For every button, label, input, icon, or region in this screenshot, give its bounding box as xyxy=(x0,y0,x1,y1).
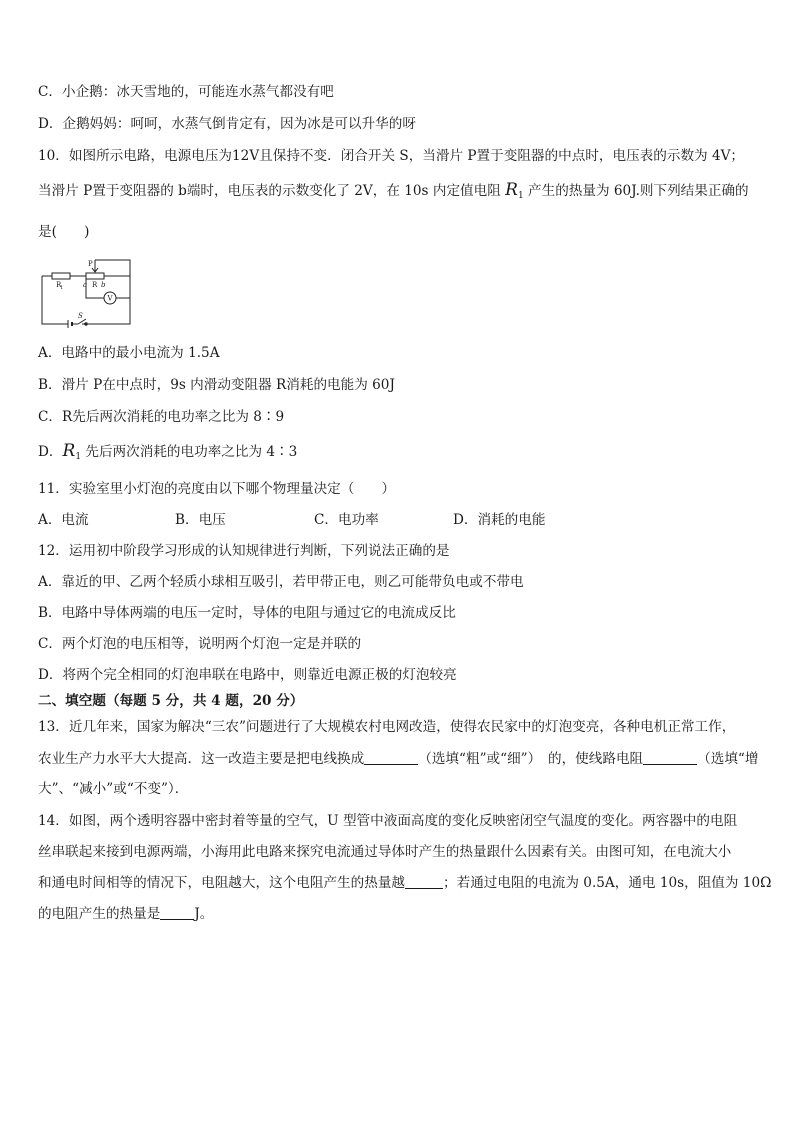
q14-line3 xyxy=(38,874,772,892)
q13-line2-b: （选填“粗”或“细”） 的，使线路电阻 xyxy=(418,751,644,767)
q10-option-d-r1: R xyxy=(62,441,76,461)
q12-option-a: A．靠近的甲、乙两个轻质小球相互吸引，若甲带正电，则乙可能带负电或不带电 xyxy=(38,574,524,590)
q14-blank-2[interactable] xyxy=(160,905,194,920)
q10-label-r1: R xyxy=(56,281,62,289)
q10-stem-line2 xyxy=(38,181,758,205)
q10-option-b: B．滑片 P在中点时，9s 内滑动变阻器 R消耗的电能为 60J xyxy=(38,377,395,393)
q11-option-d: D．消耗的电能 xyxy=(453,512,546,528)
q10-stem-line1: 10．如图所示电路，电源电压为12V且保持不变．闭合开关 S，当滑片 P置于变阻器的中点时，电压表的示数为 4V； xyxy=(38,148,745,164)
q10-option-a: A．电路中的最小电流为 1.5A xyxy=(38,345,220,361)
q13-line2 xyxy=(38,750,758,768)
q10-option-d-prefix: D． xyxy=(38,444,63,460)
q10-label-v: V xyxy=(107,294,113,303)
q10-r1-subscript: 1 xyxy=(517,191,524,201)
q14-line3-b: ；若通过电阻的电流为 0.5A，通电 10s，阻值为 10Ω xyxy=(443,875,772,891)
q13-blank-1[interactable] xyxy=(364,750,418,765)
q14-line4-b: J。 xyxy=(194,906,214,922)
q12-option-c: C．两个灯泡的电压相等，说明两个灯泡一定是并联的 xyxy=(38,636,362,652)
q11-stem: 11．实验室里小灯泡的亮度由以下哪个物理量决定（ ） xyxy=(38,481,396,497)
q10-option-c: C．R先后两次消耗的电功率之比为 8∶9 xyxy=(38,409,285,425)
q14-line4 xyxy=(38,905,758,923)
q11-options xyxy=(38,511,758,529)
q13-blank-2[interactable] xyxy=(643,750,697,765)
q13-line2-a: 农业生产力水平大大提高．这一改造主要是把电线换成 xyxy=(38,751,365,767)
q12-option-b: B．电路中导体两端的电压一定时，导体的电阻与通过它的电流成反比 xyxy=(38,605,456,621)
q10-option-d xyxy=(38,442,758,466)
q9-option-d: D．企鹅妈妈：呵呵，水蒸气倒肯定有，因为冰是可以升华的呀 xyxy=(38,116,416,132)
q10-label-a: a xyxy=(83,281,88,289)
q10-option-d-r1-sub: 1 xyxy=(75,452,82,462)
q10-stem-line2-b: 产生的热量为 60J.则下列结果正确的 xyxy=(523,183,749,199)
q13-line2-c: （选填“增 xyxy=(697,751,759,767)
q14-blank-1[interactable] xyxy=(405,874,443,889)
section-fill-blank-title: 二、填空题（每题 5 分，共 4 题，20 分） xyxy=(38,693,304,709)
q10-stem-line2-a: 当滑片 P置于变阻器的 b端时，电压表的示数变化了 2V，在 10s 内定值电阻 xyxy=(38,183,506,199)
q10-circuit-diagram xyxy=(38,258,138,328)
q10-stem-line3: 是( ) xyxy=(38,224,90,240)
q9-option-c: C．小企鹅：冰天雪地的，可能连水蒸气都没有吧 xyxy=(38,84,334,100)
q12-stem: 12．运用初中阶段学习形成的认知规律进行判断，下列说法正确的是 xyxy=(38,543,450,559)
q10-label-p: P xyxy=(88,260,93,268)
q10-label-s: S xyxy=(78,312,83,320)
q10-label-r: R xyxy=(92,281,98,289)
q14-line2: 丝串联起来接到电源两端，小海用此电路来探究电流通过导体时产生的热量跟什么因素有关。由图可知，在电流大小 xyxy=(38,844,732,860)
q13-line1: 13．近几年来，国家为解决“三农”问题进行了大规模农村电网改造，使得农民家中的灯泡变亮，各种电机正常工作， xyxy=(38,719,736,735)
q14-line1: 14．如图，两个透明容器中密封着等量的空气，U 型管中液面高度的变化反映密闭空气温度的变化。两容器中的电阻 xyxy=(38,813,738,829)
q10-label-b: b xyxy=(101,281,106,289)
q10-option-d-text: 先后两次消耗的电功率之比为 4∶3 xyxy=(81,444,298,460)
q10-r1-symbol: R xyxy=(505,180,518,200)
q11-option-c: C．电功率 xyxy=(314,512,379,528)
q13-line3: 大”、“减小”或“不变”）． xyxy=(38,781,189,797)
q11-option-a: A．电流 xyxy=(38,512,89,528)
q12-option-d: D．将两个完全相同的灯泡串联在电路中，则靠近电源正极的灯泡较亮 xyxy=(38,667,457,683)
q11-option-b: B．电压 xyxy=(175,512,226,528)
q14-line4-a: 的电阻产生的热量是 xyxy=(38,906,161,922)
q14-line3-a: 和通电时间相等的情况下，电阻越大，这个电阻产生的热量越 xyxy=(38,875,406,891)
q10-label-r1-sub: 1 xyxy=(60,285,64,291)
